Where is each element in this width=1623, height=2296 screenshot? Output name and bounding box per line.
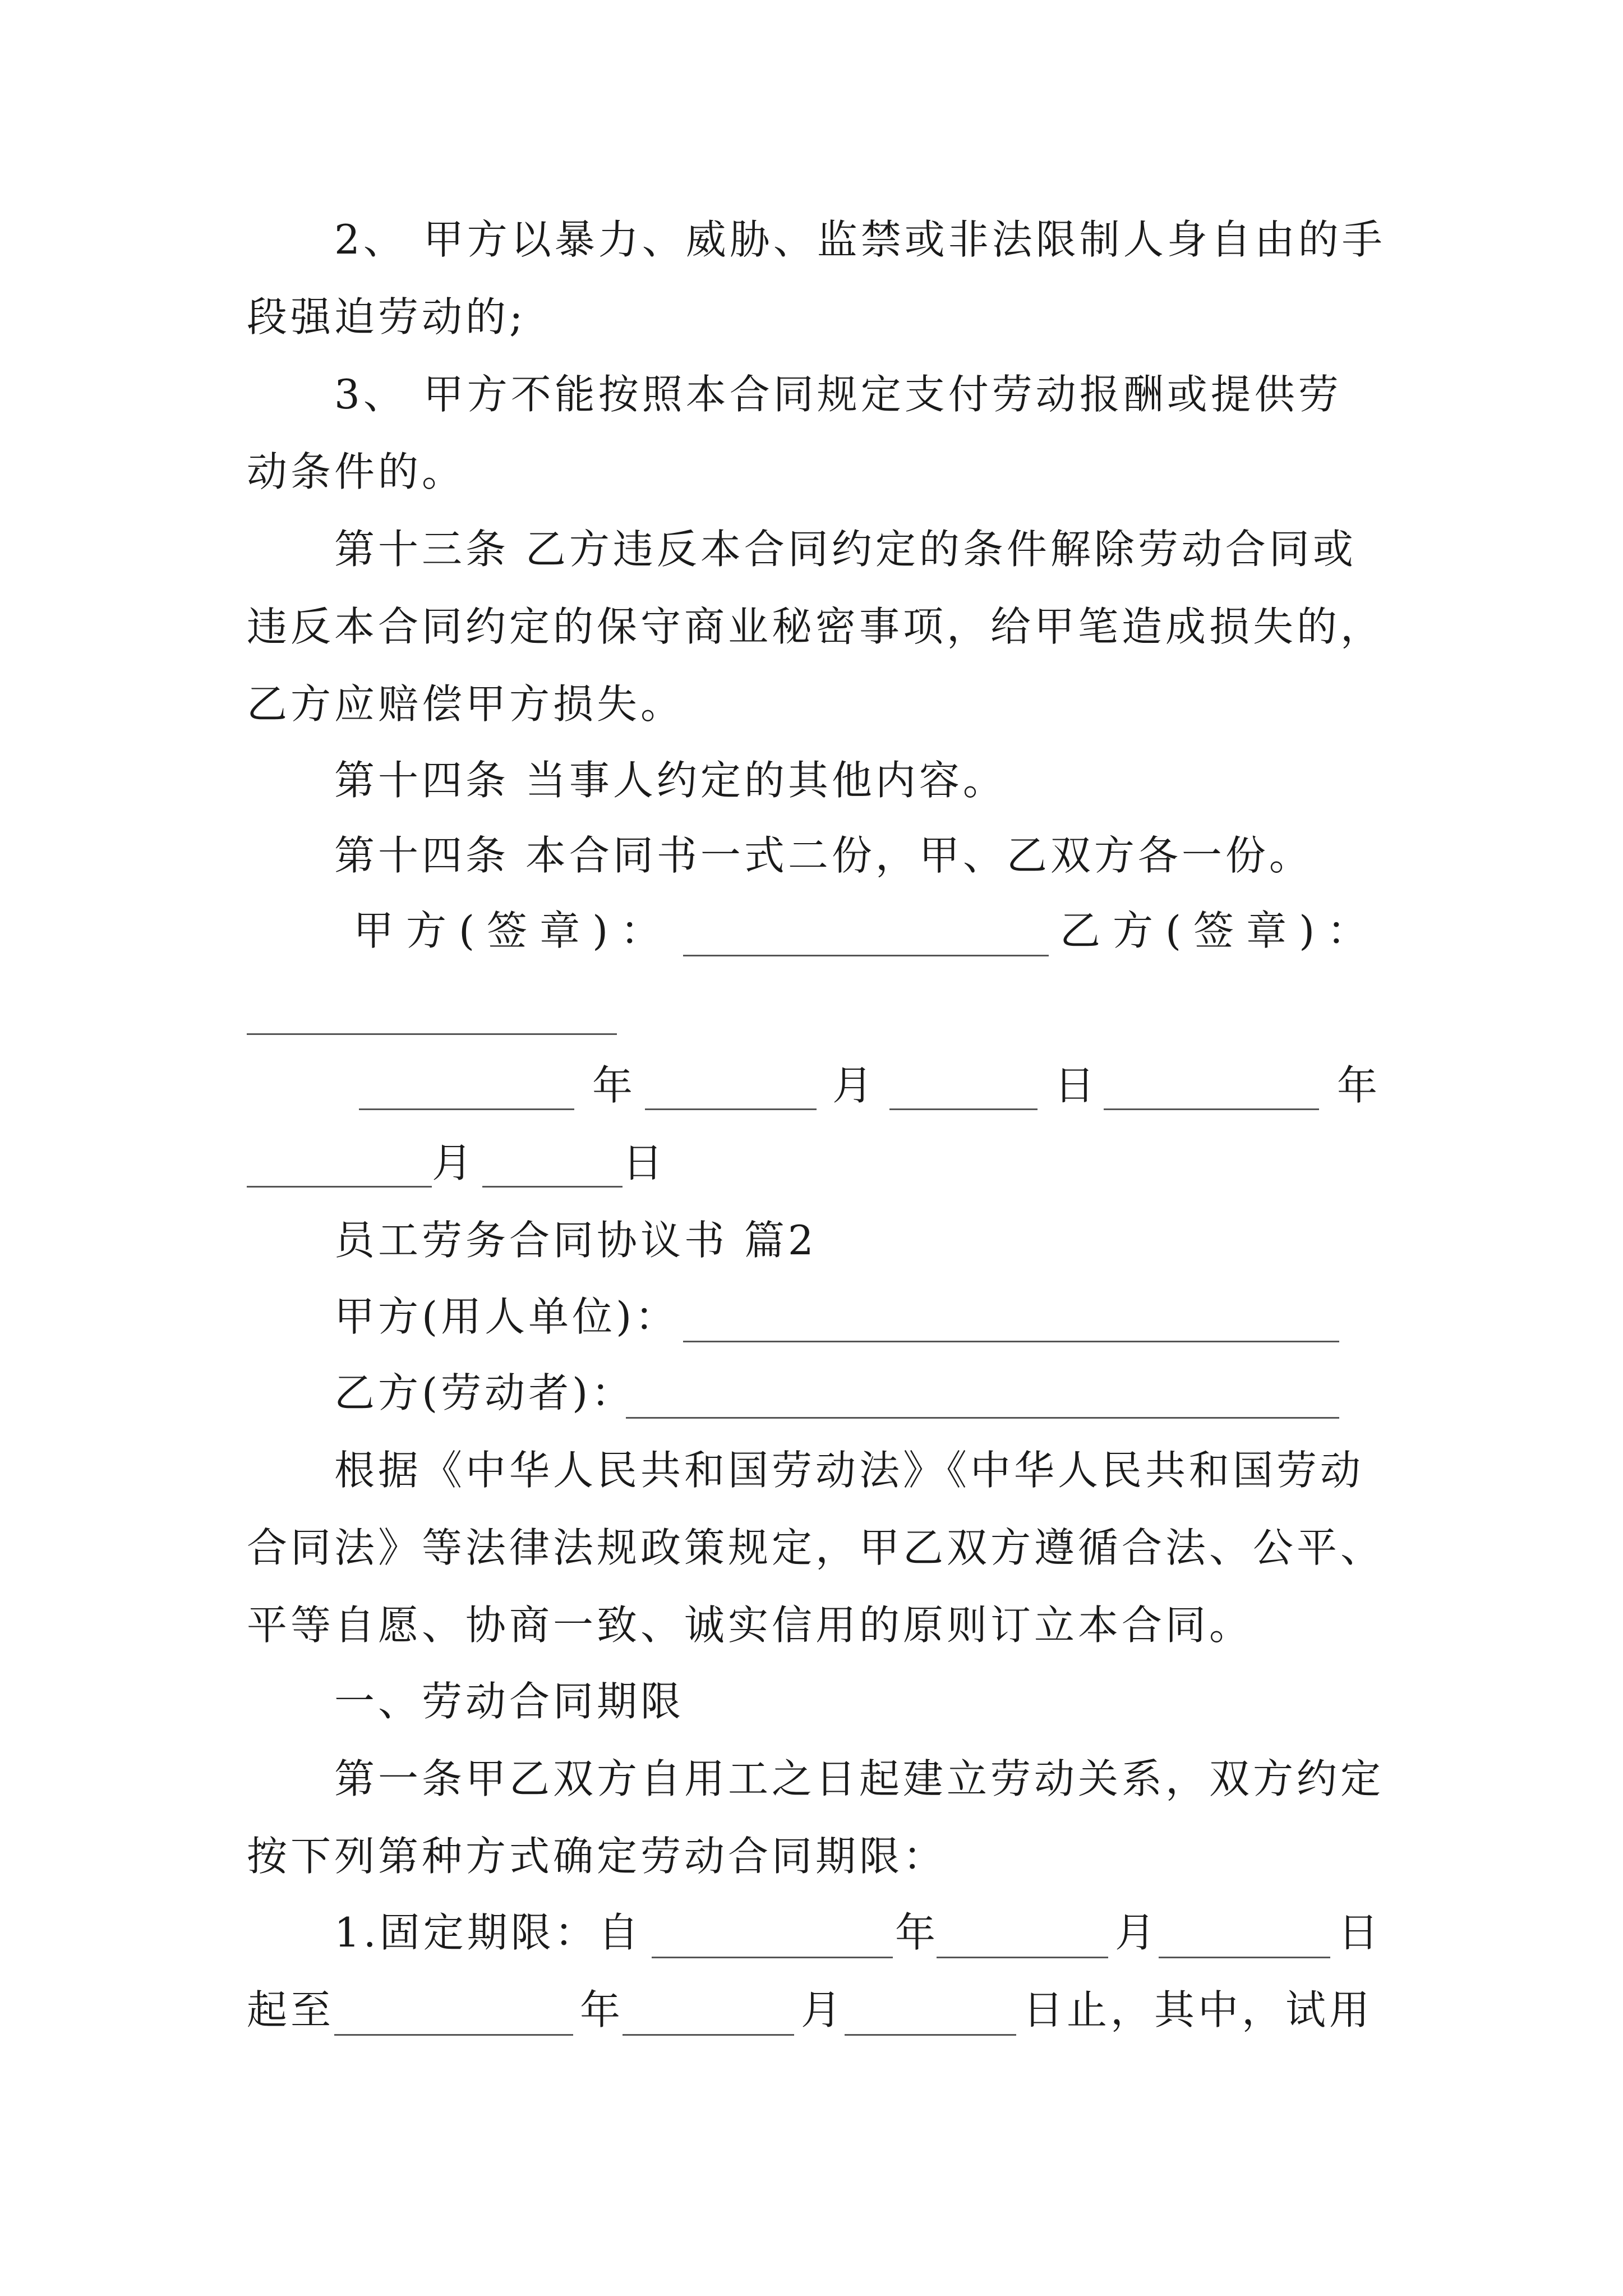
party-a-signature-blank[interactable]: [683, 955, 1049, 956]
day-label: 日: [1338, 1909, 1382, 1956]
until-label: 起至: [247, 1986, 335, 2033]
text-line: 段强迫劳动的;: [247, 293, 527, 341]
year-label: 年: [1337, 1062, 1381, 1109]
year-label: 年: [895, 1909, 939, 1956]
party-b-signature-label: 乙方(签章)：: [1060, 907, 1380, 954]
text-line: 第十四条 本合同书一式二份，甲、乙双方各一份。: [334, 832, 1313, 879]
text-line: 第一条甲乙双方自用工之日起建立劳动关系，双方约定: [334, 1755, 1385, 1802]
to-year-blank[interactable]: [334, 2034, 573, 2036]
month-label: 月: [801, 1986, 845, 2033]
text-line: 违反本合同约定的保守商业秘密事项，给甲笔造成损失的，: [247, 603, 1385, 650]
text-line: 乙方应赔偿甲方损失。: [247, 680, 685, 728]
employer-blank[interactable]: [683, 1341, 1339, 1342]
party-a-signature-label: 甲方(签章)：: [353, 907, 674, 954]
party-a-month-blank[interactable]: [645, 1108, 817, 1110]
year-label: 年: [592, 1062, 637, 1109]
text-line: 动条件的。: [247, 448, 466, 495]
month-label: 月: [432, 1139, 476, 1186]
text-line: 平等自愿、协商一致、诚实信用的原则订立本合同。: [247, 1602, 1253, 1649]
subsection-heading: 一、劳动合同期限: [334, 1678, 685, 1725]
year-label: 年: [580, 1986, 624, 2033]
party-b-label: 乙方(劳动者)：: [334, 1369, 635, 1416]
section-heading: 员工劳务合同协议书 篇2: [334, 1217, 817, 1264]
party-b-signature-blank[interactable]: [247, 1033, 617, 1035]
month-label: 月: [1115, 1909, 1159, 1956]
party-b-month-blank[interactable]: [247, 1186, 432, 1188]
text-line: 合同法》等法律法规政策规定，甲乙双方遵循合法、公平、: [247, 1524, 1385, 1571]
text-line: 第十三条 乙方违反本合同约定的条件解除劳动合同或: [334, 526, 1357, 573]
text-line: 日止，其中，试用: [1023, 1986, 1373, 2033]
text-line: 第十四条 当事人约定的其他内容。: [334, 757, 1007, 804]
month-label: 月: [832, 1062, 877, 1109]
to-day-blank[interactable]: [845, 2034, 1016, 2036]
from-month-blank[interactable]: [937, 1957, 1108, 1958]
from-year-blank[interactable]: [652, 1957, 893, 1958]
text-line: 按下列第种方式确定劳动合同期限：: [247, 1833, 947, 1880]
day-label: 日: [623, 1139, 667, 1186]
fixed-term-label: 1.固定期限：自: [334, 1909, 642, 1956]
day-label: 日: [1054, 1062, 1099, 1109]
party-b-year-blank[interactable]: [1104, 1108, 1319, 1110]
party-a-year-blank[interactable]: [359, 1108, 574, 1110]
party-a-label: 甲方(用人单位)：: [334, 1293, 679, 1340]
employee-blank[interactable]: [626, 1417, 1339, 1419]
party-a-day-blank[interactable]: [889, 1108, 1038, 1110]
to-month-blank[interactable]: [623, 2034, 794, 2036]
party-b-day-blank[interactable]: [482, 1186, 623, 1188]
text-line: 2、 甲方以暴力、威胁、监禁或非法限制人身自由的手: [334, 216, 1386, 263]
text-line: 根据《中华人民共和国劳动法》《中华人民共和国劳动: [334, 1447, 1364, 1494]
text-line: 3、 甲方不能按照本合同规定支付劳动报酬或提供劳: [334, 371, 1342, 418]
from-day-blank[interactable]: [1159, 1957, 1330, 1958]
